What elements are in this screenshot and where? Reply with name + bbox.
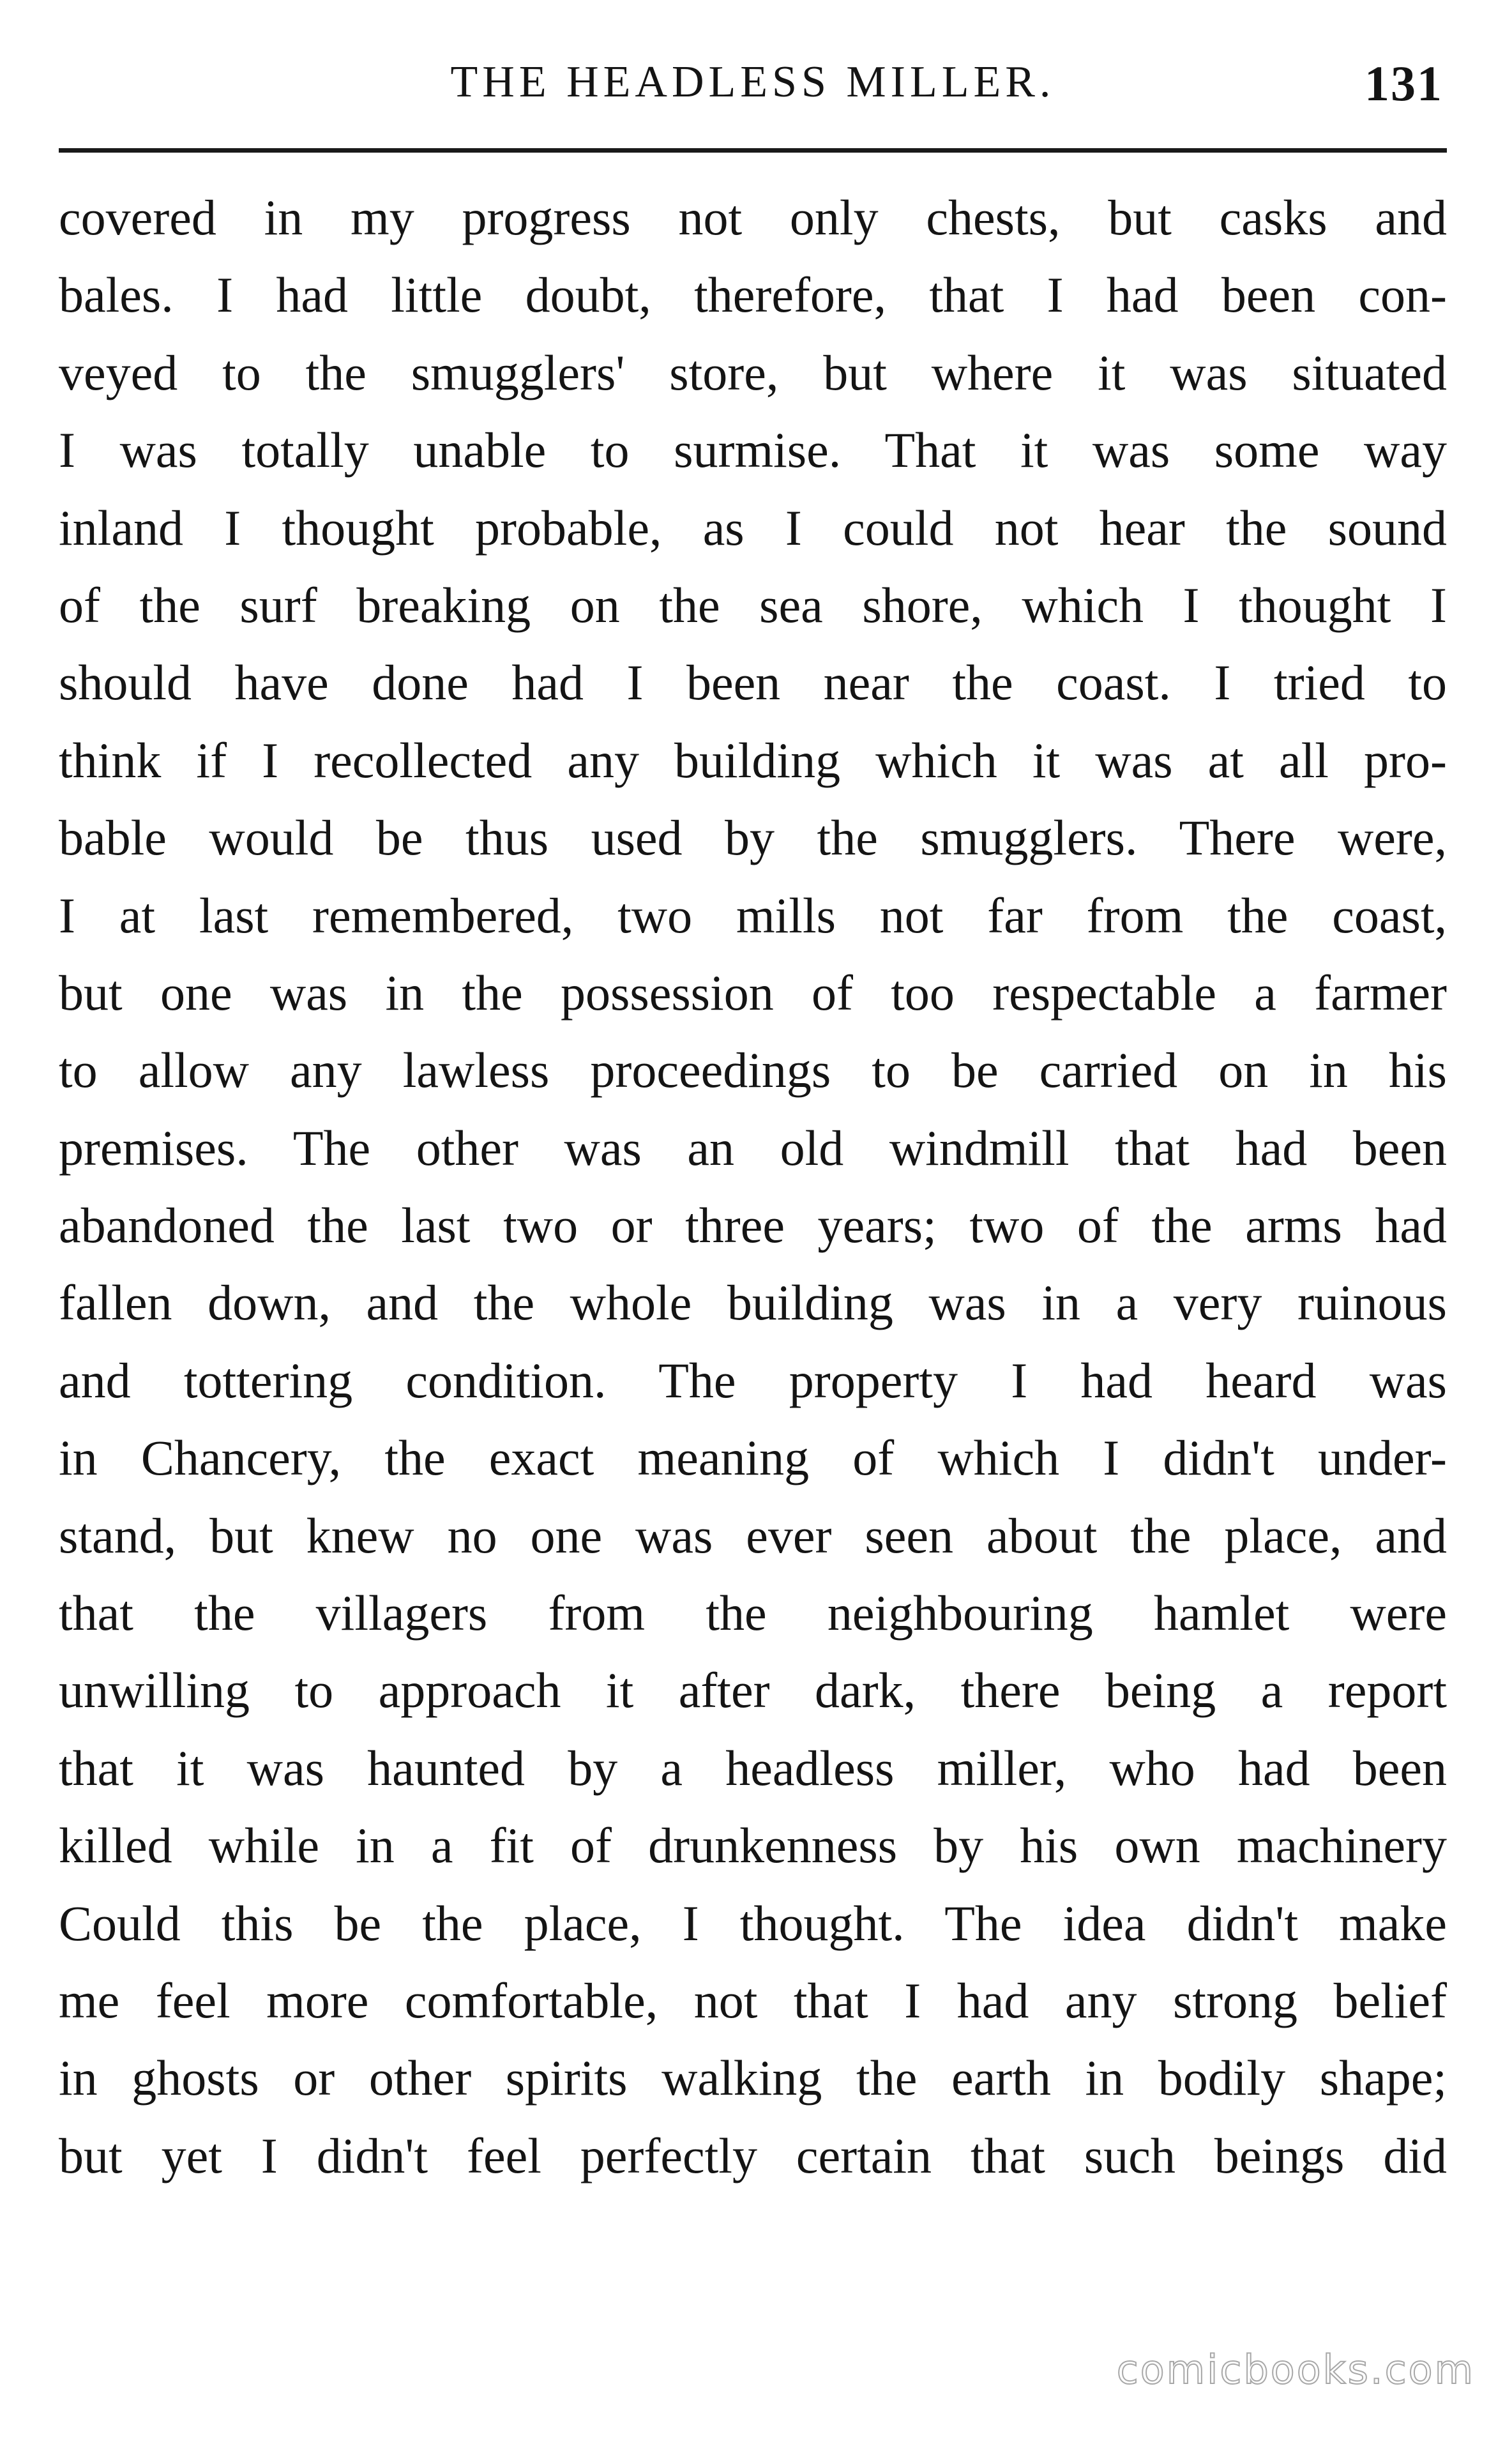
text-line: to allow any lawless proceedings to be carried on in his [59,1042,1447,1098]
text-line: stand, but knew no one was ever seen about the place, and [59,1507,1447,1563]
text-line: premises. The other was an old windmill that had been [59,1120,1447,1176]
text-line: I was totally unable to surmise. That it was some way [59,422,1447,478]
text-line: inland I thought probable, as I could not hear the sound [59,499,1447,556]
text-line: and tottering condition. The property I had heard was [59,1352,1447,1408]
text-line: me feel more comfortable, not that I had any strong belief [59,1972,1447,2028]
body-text [59,179,1447,2194]
text-line: unwilling to approach it after dark, there being a report [59,1662,1447,1719]
text-line: think if I recollected any building which it was at all pro- [59,732,1447,788]
text-line: bable would be thus used by the smugglers. There were, [59,810,1447,866]
text-line: of the surf breaking on the sea shore, which I thought I [59,577,1447,633]
text-line: veyed to the smugglers' store, but where it was situated [59,344,1447,400]
text-line: in Chancery, the exact meaning of which I didn't under- [59,1430,1447,1486]
header-rule [59,148,1447,153]
running-head [59,46,1447,116]
watermark: comicbooks.com [1116,2346,1475,2393]
text-line: bales. I had little doubt, therefore, that I had been con- [59,267,1447,323]
text-line: killed while in a fit of drunkenness by his own machinery [59,1818,1447,1874]
text-line: Could this be the place, I thought. The idea didn't make [59,1895,1447,1951]
page-number: 131 [1365,56,1443,111]
text-line: I at last remembered, two mills not far from the coast, [59,887,1447,943]
text-line: that the villagers from the neighbouring hamlet were [59,1585,1447,1641]
text-line: but one was in the possession of too respectable a farmer [59,964,1447,1021]
text-line: abandoned the last two or three years; two of the arms had [59,1197,1447,1254]
text-line: covered in my progress not only chests, but casks and [59,190,1447,245]
text-line: in ghosts or other spirits walking the earth in bodily shape; [59,2050,1447,2106]
running-title: THE HEADLESS MILLER. [450,57,1055,107]
text-line: should have done had I been near the coast. I tried to [59,655,1447,711]
text-line: but yet I didn't feel perfectly certain that such beings did [59,2127,1447,2183]
text-line: that it was haunted by a headless miller, who had been [59,1740,1447,1796]
text-line: fallen down, and the whole building was in a very ruinous [59,1275,1447,1331]
